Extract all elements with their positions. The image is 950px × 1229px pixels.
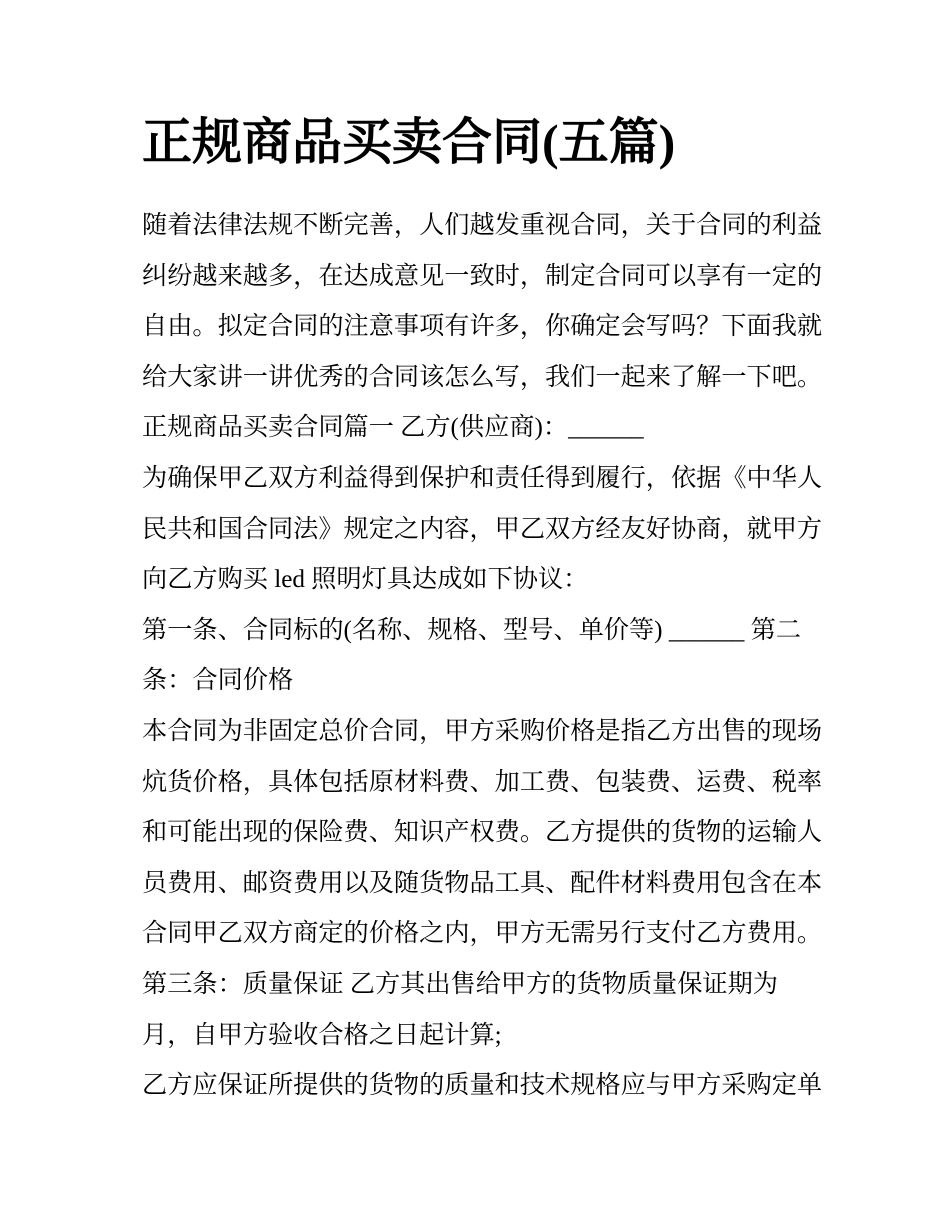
text-line: 乙方应保证所提供的货物的质量和技术规格应与甲方采购定单 (142, 1072, 823, 1100)
text-line: 随着法律法规不断完善，人们越发重视合同，关于合同的利益 (142, 212, 823, 239)
text-line: 员费用、邮资费用以及随货物品工具、配件材料费用包含在本 (142, 869, 823, 897)
text-line: 民共和国合同法》规定之内容，甲乙双方经友好协商，就甲方 (142, 515, 823, 543)
text-line: 本合同为非固定总价合同，甲方采购价格是指乙方出售的现场 (142, 717, 823, 745)
text-line-with-blank: 正规商品买卖合同篇一 乙方(供应商)：______ (142, 414, 644, 442)
text-line-with-blank: 第一条、合同标的(名称、规格、型号、单价等) ______ 第二 (142, 616, 802, 644)
text-line: 条：合同价格 (142, 667, 294, 695)
text-line: 纠纷越来越多，在达成意见一致时，制定合同可以享有一定的 (142, 262, 823, 290)
text-line: 合同甲乙双方商定的价格之内，甲方无需另行支付乙方费用。 (142, 920, 823, 948)
text-line: 月，自甲方验收合格之日起计算; (142, 1021, 502, 1049)
text-line: 自由。拟定合同的注意事项有许多，你确定会写吗？下面我就 (142, 313, 823, 341)
text-line: 向乙方购买 led 照明灯具达成如下协议： (142, 566, 589, 594)
text-line: 为确保甲乙双方利益得到保护和责任得到履行，依据《中华人 (142, 464, 823, 492)
text-line: 给大家讲一讲优秀的合同该怎么写，我们一起来了解一下吧。 (142, 363, 823, 391)
contract-document (142, 100, 842, 1112)
text-line: 第三条：质量保证 乙方其出售给甲方的货物质量保证期为 (142, 970, 778, 998)
text-line: 炕货价格，具体包括原材料费、加工费、包装费、运费、税率 (142, 768, 823, 796)
text-line: 和可能出现的保险费、知识产权费。乙方提供的货物的运输人 (142, 819, 823, 847)
document-title: 正规商品买卖合同(五篇) (142, 114, 676, 170)
